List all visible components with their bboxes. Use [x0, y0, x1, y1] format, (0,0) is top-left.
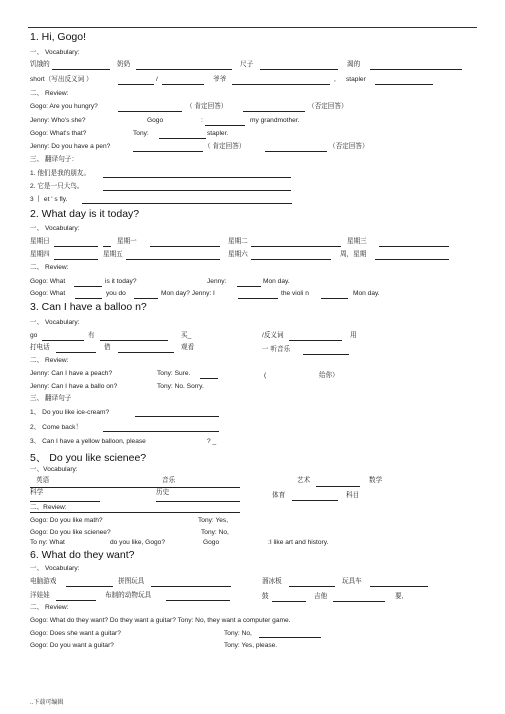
section-5-title: 5、 Do you like scienee?	[30, 452, 147, 464]
s5-blank-row-1[interactable]	[30, 487, 240, 488]
s5-blank-science[interactable]	[30, 501, 100, 502]
s5-word-pe: 体育	[272, 492, 286, 499]
s3-blank-tr1[interactable]	[135, 416, 219, 417]
s2-blank-r1-a[interactable]	[74, 286, 102, 287]
s1-blank-grandpa[interactable]	[232, 84, 330, 85]
s3-translate-3: 3、 Can I have a yellow balloon, please	[30, 438, 146, 445]
s1-slash: /	[156, 76, 158, 83]
s5-review-1-reply: Tony: Yes,	[198, 517, 229, 524]
s5-word-math: 数学	[369, 477, 383, 484]
s6-blank-car[interactable]	[370, 586, 428, 587]
section-1-title: 1. Hi, Gogo!	[30, 31, 87, 43]
s5-review-2: Gogo: Do you like scienee?	[30, 529, 111, 536]
s5-word-music: 音乐	[162, 477, 176, 484]
s6-vocab-heading: 一、 Vocabulary:	[30, 565, 80, 572]
s3-word-listen: 一 听音乐	[262, 346, 291, 353]
s5-review-rule	[30, 512, 240, 513]
s6-word-guitar-end: 要,	[395, 593, 404, 600]
s1-vocab-heading: 一、 Vocabulary:	[30, 49, 80, 56]
s3-translate-3-end: ? _	[207, 438, 217, 445]
section-2-title: 2. What day is it today?	[30, 208, 140, 220]
s6-word-drum: 鼓	[262, 593, 269, 600]
s1-review-2-colon: :	[201, 117, 203, 124]
s1-blank-tr2[interactable]	[103, 190, 291, 191]
s1-blank-short-1[interactable]	[118, 84, 154, 85]
s3-blank-go[interactable]	[42, 340, 84, 341]
s1-review-3-end: stapler.	[207, 130, 229, 137]
s6-review-3-reply: Tony: Yes, please.	[224, 642, 278, 649]
s1-blank-ruler[interactable]	[260, 69, 338, 70]
s1-review-2: Jenny: Who's she?	[30, 117, 86, 124]
s6-word-doll: 洋娃娃	[30, 592, 50, 599]
s1-review-heading: 二、 Review:	[30, 90, 69, 97]
s1-review-3: Gogo: What's that?	[30, 130, 87, 137]
section-6-title: 6. What do they want?	[30, 549, 135, 561]
s6-word-game: 电脑游戏	[30, 578, 57, 585]
s6-word-car: 玩具车	[342, 578, 362, 585]
s6-blank-drum[interactable]	[272, 601, 306, 602]
s6-blank-game[interactable]	[66, 586, 113, 587]
s2-blank-monday[interactable]	[150, 246, 220, 247]
section-3-title: 3. Can I have a balloo n?	[30, 301, 147, 313]
s1-translate-3: 3 丨 et ' s fly.	[30, 196, 68, 203]
s1-blank-r3[interactable]	[159, 138, 206, 139]
s5-blank-history[interactable]	[156, 501, 240, 502]
s6-blank-guitar[interactable]	[333, 601, 385, 602]
s2-blank-week[interactable]	[375, 259, 449, 260]
s1-review-4: Jenny: Do you have a pen?	[30, 143, 111, 150]
s2-review-2-c: Mon day? Jenny: I	[161, 290, 215, 297]
s1-blank-r4-no[interactable]	[265, 151, 327, 152]
s1-blank-r1-yes[interactable]	[118, 111, 182, 112]
s3-blank-call[interactable]	[56, 352, 96, 353]
s3-word-buy: 买_	[181, 332, 192, 339]
s3-blank-listen[interactable]	[303, 354, 349, 355]
s1-word-hungry: 饥饿的	[30, 61, 50, 68]
s2-blank-saturday[interactable]	[251, 259, 331, 260]
s6-blank-puzzle[interactable]	[151, 586, 231, 587]
s5-review-3: To ny: What	[30, 539, 65, 546]
s1-translate-1: 1. 他们是我的朋友。	[30, 170, 91, 177]
s2-review-2-d: the violi n	[281, 290, 309, 297]
s1-blank-grandma[interactable]	[136, 69, 232, 70]
s2-review-1: Gogo: What	[30, 278, 66, 285]
s6-review-2-reply: Tony: No,	[224, 630, 252, 637]
s2-review-2-b: you do	[106, 290, 126, 297]
s2-blank-sunday-b[interactable]	[103, 246, 111, 247]
footer-note: ..下载可编辑	[30, 700, 64, 706]
s3-review-1-paren: (	[264, 372, 267, 379]
s1-word-grandpa: 爷爷	[213, 76, 227, 83]
s2-blank-thursday[interactable]	[54, 259, 98, 260]
s5-word-english: 英语	[36, 477, 50, 484]
s2-word-monday: 星期一	[117, 238, 137, 245]
s6-word-puzzle: 拼图玩具	[118, 578, 145, 585]
s1-word-short: short（写出反义词 ）	[30, 76, 93, 83]
s1-review-1-no: （否定回答）	[308, 103, 348, 110]
s2-review-1-speaker: Jenny:	[207, 278, 227, 285]
s5-review-3-mid: do you like, Gogo?	[110, 539, 165, 546]
s3-word-antonym: /反义词	[262, 332, 284, 339]
s1-translate-2: 2. 它是一只大鸟。	[30, 183, 84, 190]
s5-review-2-reply: Tony: No,	[201, 529, 229, 536]
s2-review-1-end: Mon day.	[263, 278, 290, 285]
s3-review-1-note: 给你）	[319, 372, 339, 379]
s3-review-2-reply: Tony: No. Sorry.	[157, 383, 204, 390]
s5-word-history: 历史	[156, 489, 170, 496]
s3-word-watch: 观看	[181, 344, 195, 351]
s2-word-saturday: 星期六	[228, 251, 248, 258]
s2-blank-tuesday[interactable]	[251, 246, 341, 247]
top-rule	[28, 27, 477, 28]
s2-blank-r2-c[interactable]	[238, 298, 278, 299]
s2-word-tuesday: 星期二	[228, 238, 248, 245]
s3-review-1: Jenny: Can I have a peach?	[30, 370, 113, 377]
s3-blank-borrow[interactable]	[118, 352, 174, 353]
s5-blank-art[interactable]	[316, 486, 360, 487]
s6-review-3: Gogo: Do you want a guitar?	[30, 642, 114, 649]
s3-word-use: 用	[350, 332, 357, 339]
s3-translate-heading: 三、 翻译句子	[30, 395, 72, 402]
s6-blank-skate[interactable]	[289, 586, 335, 587]
s3-word-go: go	[30, 332, 38, 339]
s2-blank-friday[interactable]	[126, 259, 220, 260]
s5-word-science: 科学	[30, 489, 44, 496]
s3-translate-2: 2、 Come back！	[30, 424, 83, 431]
s1-blank-r4-yes[interactable]	[133, 151, 203, 152]
s1-review-2-speaker: Gogo	[147, 117, 164, 124]
s2-blank-r1-b[interactable]	[237, 286, 261, 287]
s5-review-3-speaker: Gogo	[203, 539, 220, 546]
s5-word-art: 艺术	[297, 477, 311, 484]
s6-word-skate: 溜冰板	[262, 578, 282, 585]
s3-translate-1: 1、 Do you like ice-cream?	[30, 409, 110, 416]
s3-word-have: 有	[88, 332, 95, 339]
s2-word-wednesday: 星期三	[347, 238, 367, 245]
s2-blank-wednesday[interactable]	[379, 246, 449, 247]
s6-blank-doll[interactable]	[56, 600, 96, 601]
s2-word-sunday: 星期日	[30, 238, 50, 245]
s2-blank-r2-d[interactable]	[321, 298, 348, 299]
s1-word-thirsty: 渴的	[347, 61, 361, 68]
s1-blank-tr3[interactable]	[82, 203, 292, 204]
s3-blank-have[interactable]	[100, 340, 168, 341]
s3-word-borrow: 借	[104, 344, 111, 351]
s2-word-thursday: 星期四	[30, 251, 50, 258]
s1-word-stapler: stapler	[346, 76, 366, 83]
s1-comma: ,	[334, 76, 336, 83]
s5-review-heading: 二、Review:	[30, 504, 67, 511]
s2-review-2-e: Mon day.	[353, 290, 380, 297]
s6-review-heading: 二、 Review:	[30, 604, 69, 611]
s6-review-2: Gogo: Does she want a guitar?	[30, 630, 121, 637]
s1-blank-thirsty[interactable]	[370, 69, 462, 70]
s1-review-3-speaker: Tony:	[133, 130, 149, 137]
s2-review-heading: 二、 Review:	[30, 264, 69, 271]
s3-review-heading: 二、 Review:	[30, 357, 69, 364]
s1-blank-short-2[interactable]	[162, 84, 204, 85]
s3-review-2: Jenny: Can I have a ballo on?	[30, 383, 118, 390]
s1-word-ruler: 尺子	[240, 61, 254, 68]
s1-review-1-yes: （ 肯定回答）	[186, 103, 228, 110]
s1-blank-hungry[interactable]	[52, 69, 110, 70]
s3-blank-tr2[interactable]	[103, 431, 219, 432]
s1-word-grandma: 奶奶	[117, 61, 131, 68]
s6-review-1: Gogo: What do they want? Do they want a guitar? Tony: No, they want a computer game.	[30, 617, 291, 624]
s6-word-guitar: 吉他	[314, 593, 328, 600]
s1-review-4-no: （否定回答）	[329, 143, 369, 150]
s3-review-1-reply: Tony: Sure.	[157, 370, 191, 377]
s1-blank-tr1[interactable]	[103, 177, 291, 178]
s1-review-4-yes: （ 肯定回答）	[204, 143, 246, 150]
s2-blank-sunday[interactable]	[54, 246, 98, 247]
s3-blank-antonym[interactable]	[289, 340, 342, 341]
s2-review-1-mid: is it today?	[105, 278, 137, 285]
s1-blank-r2[interactable]	[205, 125, 245, 126]
s2-blank-r2-a[interactable]	[75, 298, 102, 299]
s2-review-2: Gogo: What	[30, 290, 66, 297]
s1-review-2-end: my grandmother.	[250, 117, 300, 124]
s5-review-1: Gogo: Do you like math?	[30, 517, 103, 524]
s1-blank-stapler[interactable]	[375, 84, 433, 85]
s3-blank-r1[interactable]	[200, 378, 218, 379]
s2-blank-r2-b[interactable]	[134, 298, 158, 299]
s5-blank-pe[interactable]	[292, 500, 338, 501]
s1-blank-r1-no[interactable]	[243, 111, 305, 112]
s3-word-call: 打电话	[30, 344, 50, 351]
s2-word-friday: 星期五	[103, 251, 123, 258]
s6-blank-r2[interactable]	[259, 637, 321, 638]
s2-vocab-heading: 一、 Vocabulary:	[30, 225, 80, 232]
s6-word-animal: 布制的动物玩具	[105, 592, 152, 599]
s5-word-subject: 科目	[346, 492, 360, 499]
s6-blank-animal[interactable]	[166, 600, 230, 601]
s5-review-3-end: :I like art and history.	[268, 539, 329, 546]
s5-vocab-heading: 一、Vocabulary:	[30, 466, 78, 473]
s2-word-week: 周，星期	[340, 251, 367, 258]
s1-review-1: Gogo: Are you hungry?	[30, 103, 98, 110]
s1-translate-heading: 三、 翻译句子：	[30, 156, 78, 163]
s3-vocab-heading: 一、 Vocabulary:	[30, 319, 80, 326]
